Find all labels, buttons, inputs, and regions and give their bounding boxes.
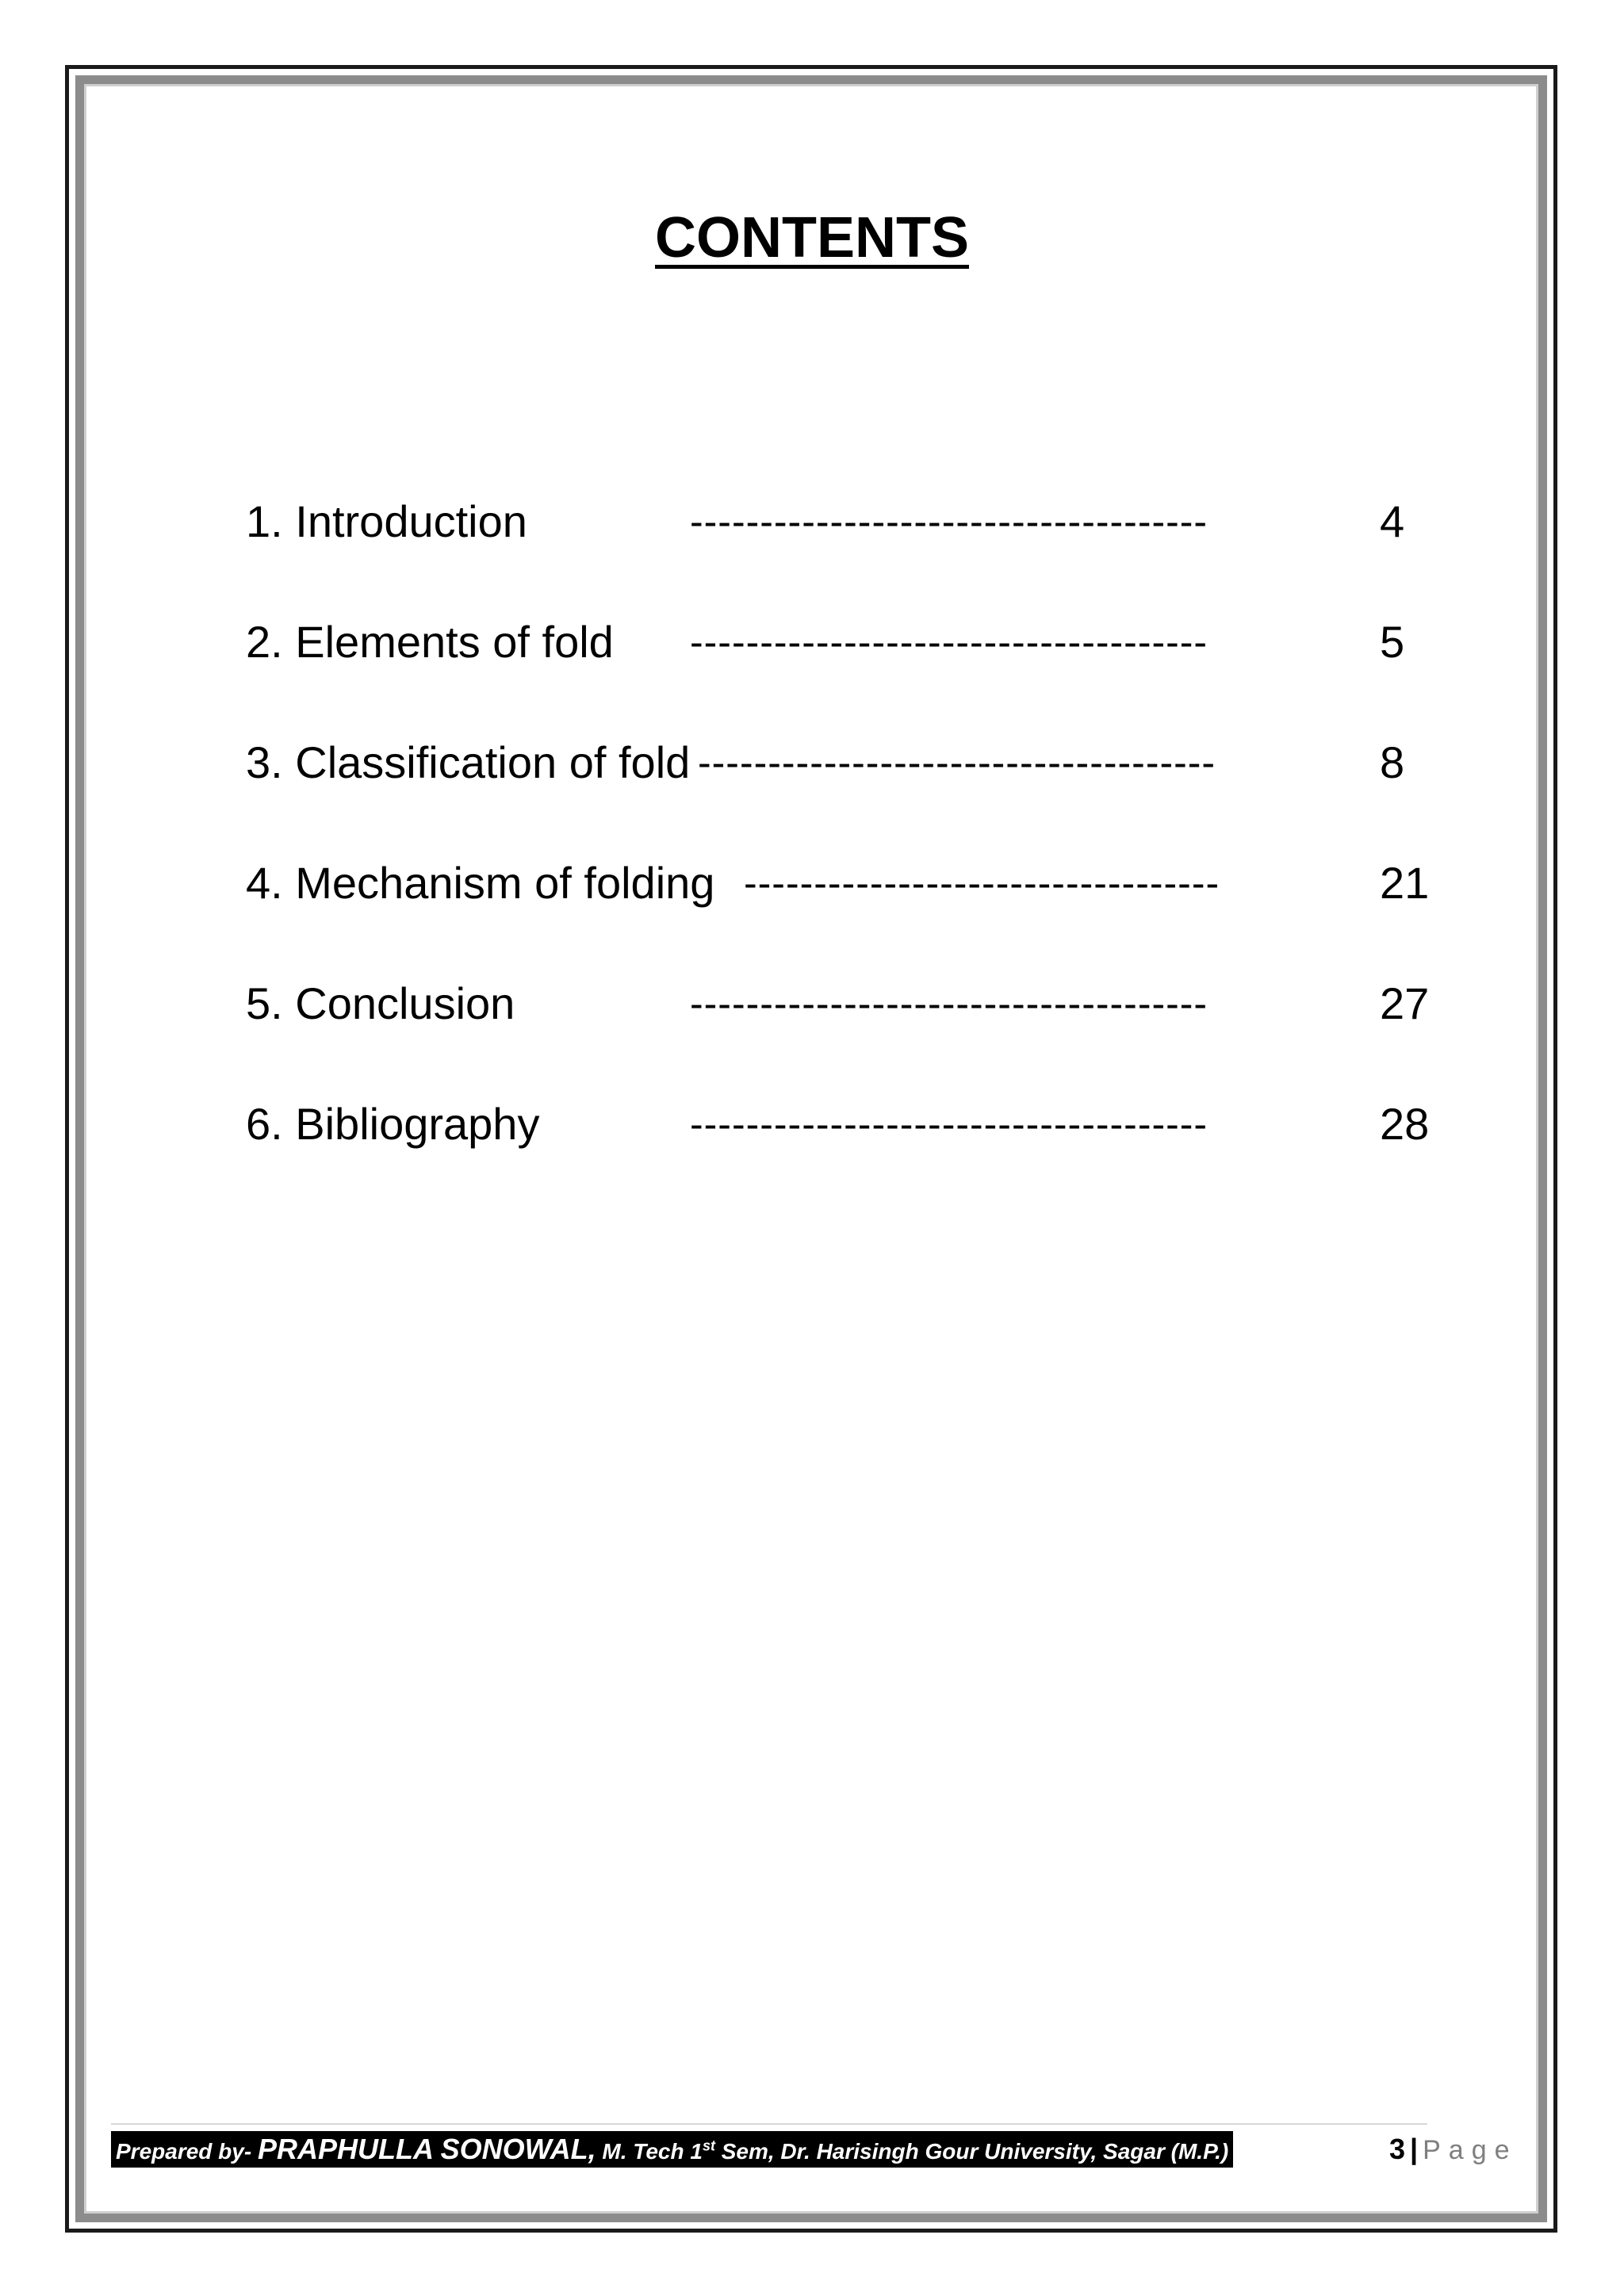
footer-degree-superscript: st [702,2137,715,2154]
toc-entry-bibliography [246,1094,1451,1215]
toc-entry-conclusion [246,974,1451,1094]
toc-entry-label: 5. Conclusion [246,978,515,1028]
toc-entry-introduction [246,492,1451,612]
page-number-value: 3 [1389,2133,1406,2165]
toc-entry-page: 27 [1380,978,1430,1028]
toc-entry-label: 4. Mechanism of folding [246,858,715,908]
toc-entry-leader: ---------------------------------- [744,861,1220,905]
footer-divider [111,2123,1427,2125]
footer-degree: M. Tech 1 [596,2139,703,2164]
footer-prefix: Prepared by- [116,2139,258,2164]
footer-author-banner [111,2131,1233,2168]
page-word: Page [1423,2135,1518,2165]
toc-entry-label: 1. Introduction [246,496,527,546]
toc-entry-leader: ------------------------------------- [690,1102,1208,1146]
footer-institution: Sem, Dr. Harisingh Gour University, Sagar (M.P.) [714,2139,1229,2164]
page-title-text: CONTENTS [655,206,969,270]
toc-entry-leader: ------------------------------------- [690,982,1208,1026]
toc-entry-mechanism-of-folding [246,853,1451,974]
page-number [1389,2131,1518,2168]
table-of-contents [246,492,1451,1215]
toc-entry-classification-of-fold [246,733,1451,853]
toc-entry-elements-of-fold [246,612,1451,733]
toc-entry-label: 3. Classification of fold [246,737,691,787]
toc-entry-label: 6. Bibliography [246,1099,540,1149]
page-number-separator: | [1410,2133,1419,2165]
toc-entry-leader: ------------------------------------- [698,740,1216,785]
toc-entry-page: 5 [1380,617,1405,667]
toc-entry-page: 21 [1380,858,1430,908]
toc-entry-page: 8 [1380,737,1405,787]
page-title [0,205,1624,271]
footer-author-name: PRAPHULLA SONOWAL, [257,2133,596,2165]
toc-entry-page: 28 [1380,1099,1430,1149]
toc-entry-leader: ------------------------------------- [690,620,1208,664]
toc-entry-leader: ------------------------------------- [690,499,1208,544]
toc-entry-label: 2. Elements of fold [246,617,614,667]
toc-entry-page: 4 [1380,496,1405,546]
